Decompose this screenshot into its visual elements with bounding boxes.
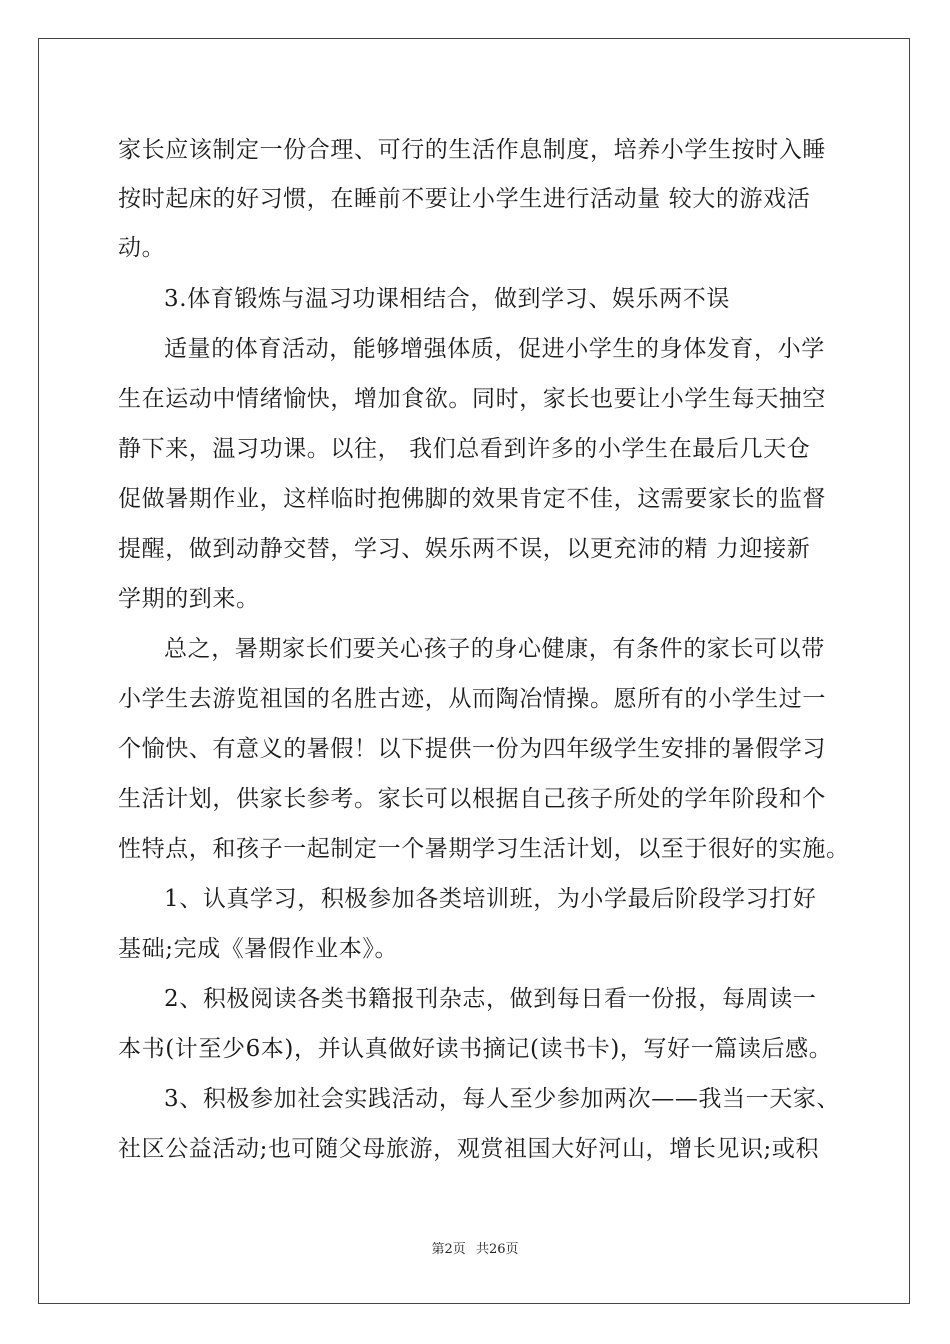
paragraph-line: 静下来，温习功课。以往， 我们总看到许多的小学生在最后几天仓 [118, 436, 811, 462]
paragraph-line: 按时起床的好习惯，在睡前不要让小学生进行活动量 较大的游戏活 [118, 186, 811, 212]
paragraph-line: 生在运动中情绪愉快，增加食欲。同时，家长也要让小学生每天抽空 [118, 386, 826, 412]
paragraph-line: 动。 [118, 235, 166, 261]
paragraph-line: 个愉快、有意义的暑假！以下提供一份为四年级学生安排的暑假学习 [118, 736, 826, 762]
paragraph-line: 总之，暑期家长们要关心孩子的身心健康，有条件的家长可以带 [164, 636, 825, 662]
paragraph-line: 小学生去游览祖国的名胜古迹，从而陶冶情操。愿所有的小学生过一 [118, 686, 826, 712]
paragraph-line: 学期的到来。 [118, 586, 260, 612]
list-item-line: 3、积极参加社会实践活动，每人至少参加两次——我当一天家、 [164, 1086, 841, 1112]
paragraph-line: 家长应该制定一份合理、可行的生活作息制度，培养小学生按时入睡 [118, 137, 826, 163]
paragraph-line: 性特点，和孩子一起制定一个暑期学习生活计划，以至于很好的实施。 [118, 836, 850, 862]
list-item-line: 本书(计至少6本)，并认真做好读书摘记(读书卡)，写好一篇读后感。 [118, 1036, 833, 1062]
page-footer [0, 1238, 950, 1257]
paragraph-line: 提醒，做到动静交替，学习、娱乐两不误，以更充沛的精 力迎接新 [118, 536, 811, 562]
paragraph-line: 生活计划，供家长参考。家长可以根据自己孩子所处的学年阶段和个 [118, 786, 826, 812]
total-pages: 共26页 [475, 1242, 519, 1257]
section-heading: 3.体育锻炼与温习功课相结合，做到学习、娱乐两不误 [164, 286, 730, 312]
list-item-line: 基础;完成《暑假作业本》。 [118, 936, 399, 962]
paragraph-line: 促做暑期作业，这样临时抱佛脚的效果肯定不佳，这需要家长的监督 [118, 486, 826, 512]
page-number: 第2页 [431, 1242, 466, 1257]
paragraph-line: 适量的体育活动，能够增强体质，促进小学生的身体发育，小学 [164, 336, 825, 362]
list-item-line: 社区公益活动;也可随父母旅游，观赏祖国大好河山，增长见识;或积 [118, 1136, 820, 1162]
list-item-line: 2、积极阅读各类书籍报刊杂志，做到每日看一份报，每周读一 [164, 986, 817, 1012]
page-border [38, 38, 910, 1304]
list-item-line: 1、认真学习，积极参加各类培训班，为小学最后阶段学习打好 [164, 886, 817, 912]
